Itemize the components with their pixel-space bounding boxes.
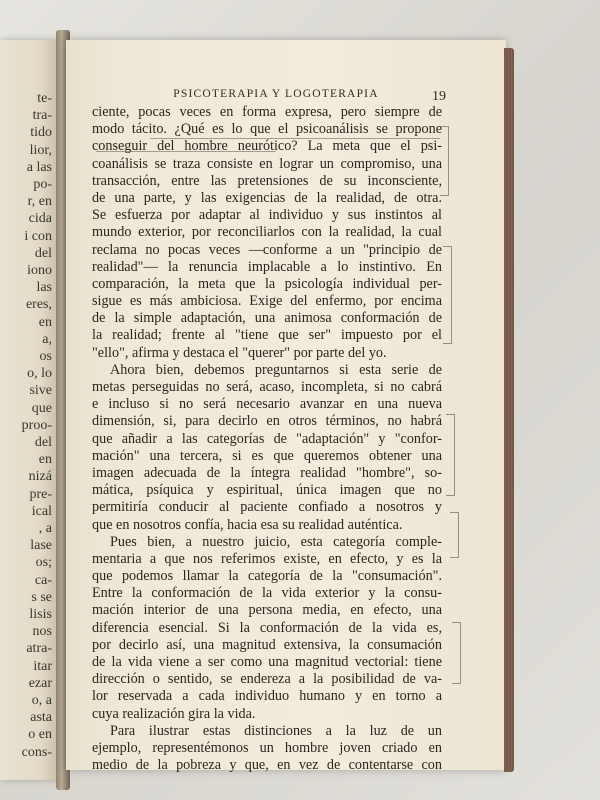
left-page-fragment: atra- <box>26 641 52 657</box>
pencil-bracket <box>446 414 455 496</box>
left-page-fragment: en <box>38 452 52 468</box>
pencil-bracket <box>450 512 459 558</box>
left-page-fragment: o, a <box>31 693 52 708</box>
left-page-fragment: i con <box>24 228 52 244</box>
text-line: modo tácito. ¿Qué es lo que el psicoanálisis se propone <box>92 121 442 138</box>
text-line: realidad"— la renuncia implacable a lo instintivo. En <box>92 258 442 275</box>
text-line: que añadir a las categorías de "adaptación" y "confor- <box>92 430 442 447</box>
text-line: lor reservada a cada individuo humano y en torno a <box>92 688 442 705</box>
text-line: metas perseguidas no será, acaso, incompleta, si no cabrá <box>92 379 442 395</box>
text-line: Se esfuerza por adaptar al individuo y sus instintos al <box>92 207 442 224</box>
body-text <box>92 104 442 774</box>
left-page-fragment: ezar <box>28 675 52 691</box>
left-page-fragment: pre- <box>29 486 52 502</box>
left-page-fragment: o, lo <box>27 366 52 382</box>
left-page-fragment: asta <box>30 710 52 726</box>
pencil-underline <box>96 151 276 152</box>
left-page-fragment: os <box>39 349 52 364</box>
left-page-fragment: nos <box>32 624 52 640</box>
left-page-fragment: a las <box>26 159 52 175</box>
pencil-bracket <box>452 622 461 684</box>
left-page-fragment: lisis <box>29 607 52 622</box>
text-line: dirección o sentido, se endereza a la posibilidad de va- <box>92 671 442 688</box>
text-line: la realidad; frente al "tiene que ser" impuesto por el <box>92 327 442 344</box>
left-page-fragment: tra- <box>32 108 52 124</box>
left-page-fragment: del <box>34 245 52 261</box>
left-page-fragment: cida <box>28 211 52 227</box>
text-line: transacción, entre las pretensiones de su inconsciente, <box>92 172 442 189</box>
pencil-bracket <box>440 126 449 196</box>
text-line: cuya realización gira la vida. <box>92 705 256 722</box>
pencil-bracket <box>443 246 452 344</box>
left-page-fragment: las <box>36 280 52 296</box>
text-line: permitiría conducir al paciente confiado a nosotros y <box>92 499 442 516</box>
left-page-fragment: eres, <box>25 297 52 313</box>
text-line: coanálisis se traza consiste en lograr un compromiso, una <box>92 155 442 172</box>
text-line: mación interior de una persona media, en efecto, una <box>92 602 442 619</box>
text-line: que en nosotros confía, hacia esa su realidad auténtica. <box>92 516 403 533</box>
left-page-fragment: ical <box>31 503 52 519</box>
text-line: medio de la pobreza y que, en vez de contentarse con <box>92 757 442 774</box>
left-page-fragment: en <box>38 314 52 330</box>
left-page-fragment: lase <box>30 538 52 554</box>
left-page-fragment: os; <box>35 555 52 571</box>
left-page-fragment: proo- <box>21 417 52 433</box>
left-page-fragment: po- <box>33 177 52 192</box>
left-page-fragment: itar <box>33 658 52 674</box>
left-page-fragment: ca- <box>34 572 52 588</box>
page-number: 19 <box>432 89 446 104</box>
left-page-fragment: que <box>31 400 52 416</box>
left-page-fragment: r, en <box>27 194 52 210</box>
left-page-fragment: sive <box>29 383 52 399</box>
left-page-fragment: nizá <box>28 469 52 485</box>
text-line: conseguir del hombre neurótico? La meta que el psi- <box>92 138 442 155</box>
left-page-fragment: del <box>34 435 52 450</box>
text-line: de una parte, y las exigencias de la realidad, de otra. <box>92 189 442 206</box>
text-line: mundo exterior, por reconciliarlos con la realidad, la cual <box>92 224 442 241</box>
text-line: que podemos llamar la categoría de la "consumación". <box>92 568 442 585</box>
text-line: de la vida viene a ser como una magnitud vectorial: tiene <box>92 654 442 670</box>
left-page-fragment: o en <box>28 727 52 743</box>
text-line: mación" una tercera, si es que queremos obtener una <box>92 447 442 464</box>
text-line: de la simple adaptación, una animosa conformación de <box>92 310 442 327</box>
text-line: dimensión, si, para decirlo en otros términos, no habrá <box>92 413 442 430</box>
text-line: Ahora bien, debemos preguntarnos si esta serie de <box>110 361 442 378</box>
text-line: ejemplo, representémonos un hombre joven criado en <box>92 739 442 756</box>
text-line: Para ilustrar estas distinciones a la luz de un <box>110 722 442 739</box>
left-page-fragment: cons- <box>21 744 52 760</box>
left-page <box>0 40 58 780</box>
left-page-fragment: a, <box>42 331 52 347</box>
text-line: mentaria a que nos referimos existe, en efecto, y es la <box>92 550 442 567</box>
text-line: imagen adecuada de la íntegra realidad "hombre", so- <box>92 464 442 481</box>
text-line: "ello", afirma y destaca el "querer" por parte del yo. <box>92 344 387 361</box>
left-page-fragment: tido <box>30 125 52 141</box>
left-page-fragment: lior, <box>29 142 52 158</box>
text-line: sigue es más ambiciosa. Exige del enfermo, por encima <box>92 293 442 310</box>
text-line: Entre la conformación de la vida exterior y la consu- <box>92 585 442 602</box>
pencil-underline <box>150 138 440 139</box>
left-page-fragment: iono <box>27 263 52 278</box>
running-header: PSICOTERAPIA Y LOGOTERAPIA <box>173 88 379 100</box>
left-page-fragment: te- <box>37 91 52 106</box>
text-line: comparación, la meta que la psicología individual per- <box>92 275 442 292</box>
text-line: diferencia esencial. Si la conformación de la vida es, <box>92 619 442 636</box>
text-line: e incluso si no será necesario avanzar en una nueva <box>92 396 442 413</box>
text-line: reclama no pocas veces —conforme a un "principio de <box>92 241 442 258</box>
text-line: por decirlo así, una magnitud extensiva, la consumación <box>92 636 442 653</box>
text-line: ciente, pocas veces en forma expresa, pero siempre de <box>92 104 442 120</box>
page-edge <box>504 48 514 772</box>
text-line: Pues bien, a nuestro juicio, esta categoría comple- <box>110 533 442 550</box>
text-line: mática, psíquica y espiritual, única imagen que no <box>92 482 442 499</box>
left-page-fragment: s se <box>31 589 52 605</box>
left-page-fragment: , a <box>38 521 52 536</box>
